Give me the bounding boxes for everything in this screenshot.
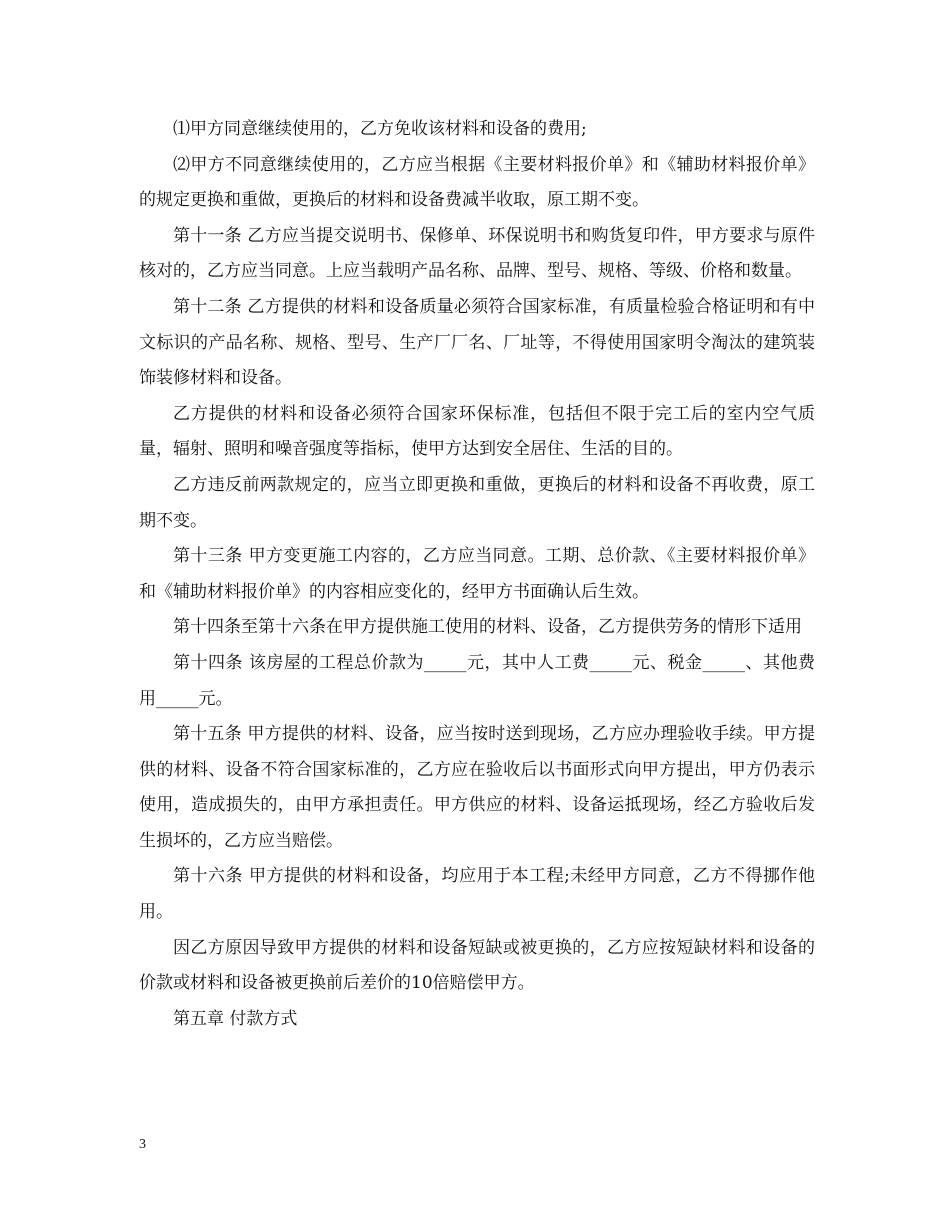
article-15: 第十五条 甲方提供的材料、设备，应当按时送到现场，乙方应办理验收手续。甲方提供的材料、设备不符合国家标准的，乙方应在验收后以书面形式向甲方提出，甲方仍表示使用，造成损失的，由甲方承担责任。甲方供应的材料、设备运抵现场，经乙方验收后发生损坏的，乙方应当赔偿。 (139, 724, 815, 851)
article-16: 第十六条 甲方提供的材料和设备，均应用于本工程;未经甲方同意，乙方不得挪作他用。 (139, 866, 815, 923)
article-13: 第十三条 甲方变更施工内容的，乙方应当同意。工期、总价款、《主要材料报价单》和《辅助材料报价单》的内容相应变化的，经甲方书面确认后生效。 (139, 546, 815, 602)
document-body (139, 112, 815, 1037)
article-11: 第十一条 乙方应当提交说明书、保修单、环保说明书和购货复印件，甲方要求与原件核对的，乙方应当同意。上应当载明产品名称、品牌、型号、规格、等级、价格和数量。 (139, 225, 815, 282)
chapter-heading: 第五章 付款方式 (173, 1008, 298, 1029)
compensation-paragraph: 因乙方原因导致甲方提供的材料和设备短缺或被更换的，乙方应按短缺材料和设备的价款或材料和设备被更换前后差价的10倍赔偿甲方。 (139, 937, 815, 994)
article-12: 第十二条 乙方提供的材料和设备质量必须符合国家标准，有质量检验合格证明和有中文标识的产品名称、规格、型号、生产厂厂名、厂址等，不得使用国家明令淘汰的建筑装饰装修材料和设备。 (139, 296, 815, 389)
violation-paragraph: 乙方违反前两款规定的，应当立即更换和重做，更换后的材料和设备不再收费，原工期不变。 (139, 474, 815, 531)
article-14: 第十四条 该房屋的工程总价款为_____元，其中人工费_____元、税金_____、其他费用_____元。 (139, 652, 815, 709)
page-number: 3 (139, 1137, 146, 1152)
environmental-standard-paragraph: 乙方提供的材料和设备必须符合国家环保标准，包括但不限于完工后的室内空气质量，辐射、照明和噪音强度等指标，使甲方达到安全居住、生活的目的。 (139, 403, 815, 460)
paragraph-item-2: ⑵甲方不同意继续使用的，乙方应当根据《主要材料报价单》和《辅助材料报价单》的规定更换和重做，更换后的材料和设备费减半收取，原工期不变。 (139, 154, 815, 211)
applicability-paragraph: 第十四条至第十六条在甲方提供施工使用的材料、设备，乙方提供劳务的情形下适用 (173, 617, 802, 638)
paragraph-item-1: ⑴甲方同意继续使用的，乙方免收该材料和设备的费用; (173, 119, 587, 139)
